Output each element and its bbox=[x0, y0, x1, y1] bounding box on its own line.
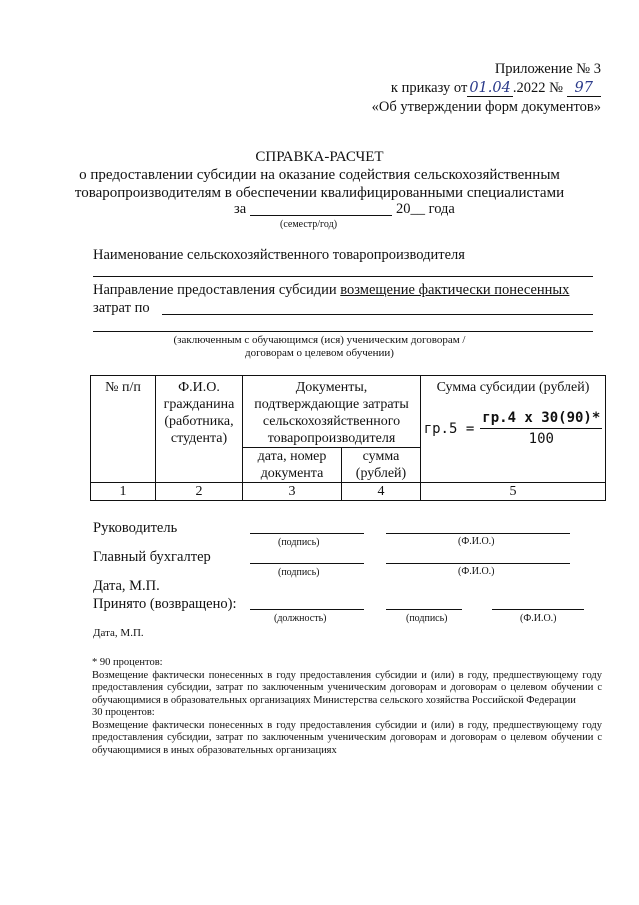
producer-label: Наименование сельскохозяйственного товаропроизводителя bbox=[93, 247, 465, 263]
accepted-sign-hint: (подпись) bbox=[406, 613, 448, 624]
header-block bbox=[372, 60, 601, 117]
accepted-fio-line[interactable] bbox=[492, 609, 584, 610]
formula-denominator: 100 bbox=[528, 431, 554, 447]
accountant-label: Главный бухгалтер bbox=[93, 549, 211, 565]
document-subtitle-1: о предоставлении субсидии на оказание содействия сельскохозяйственным bbox=[79, 167, 560, 183]
appendix-label: Приложение № 3 bbox=[494, 61, 601, 77]
footnote-90-label: * 90 процентов: bbox=[92, 657, 163, 668]
order-date-handwritten: 01.04 bbox=[469, 80, 511, 96]
formula-numerator: гр.4 х 30(90)* bbox=[480, 410, 602, 429]
direction-line-2[interactable] bbox=[93, 331, 593, 332]
document-title: СПРАВКА-РАСЧЕТ bbox=[255, 149, 384, 165]
header-docs: Документы, подтверждающие затраты сельскохозяйственного товаропроизводителя bbox=[243, 376, 421, 448]
accepted-fio-hint: (Ф.И.О.) bbox=[520, 613, 557, 624]
order-line: к приказу от 01.04 .2022 № 97 bbox=[372, 79, 601, 98]
date-mp-label: Дата, М.П. bbox=[93, 578, 160, 594]
period-line[interactable] bbox=[250, 215, 392, 216]
footnote bbox=[92, 657, 602, 757]
head-sign-line[interactable] bbox=[250, 533, 364, 534]
footnote-30-text: Возмещение фактически понесенных в году предоставления субсидии и (или) в году, предшествующему году предоставления субсидии, затрат по заключенным ученическим договорам и договорам о целевом обучении с обучающимися в иных образовательных организациях bbox=[92, 719, 602, 756]
accepted-sign-line[interactable] bbox=[386, 609, 462, 610]
subsidy-label: Сумма субсидии (рублей) bbox=[436, 380, 590, 395]
direction-hint-1: (заключенным с обучающимся (ися) ученическим договорам / bbox=[173, 334, 466, 346]
subsidy-formula: гр.5 = $\frac{гр.4 х 30(90)*}{100}$ bbox=[423, 410, 601, 447]
producer-line[interactable] bbox=[93, 276, 593, 277]
head-sign-hint: (подпись) bbox=[278, 537, 320, 548]
direction-cont: затрат по bbox=[93, 300, 150, 316]
footnote-90-text: Возмещение фактически понесенных в году предоставления субсидии и (или) в году, предшествующему году предоставления субсидии, затрат по заключенным ученическим договорам и договорам о целевом обучении с обучающимися в образовательных организациях Министерства сельского хозяйства Российской Федерации bbox=[92, 669, 602, 706]
col-number-1: 1 bbox=[91, 483, 156, 501]
period-prefix: за bbox=[234, 201, 247, 217]
order-number-handwritten: 97 bbox=[567, 80, 601, 97]
header-docs-date: дата, номер документа bbox=[243, 448, 342, 483]
document-subtitle-2: товаропроизводителям в обеспечении квалифицированными специалистами bbox=[74, 185, 565, 201]
period-hint: (семестр/год) bbox=[280, 219, 338, 230]
direction-row: Направление предоставления субсидии возмещение фактически понесенных bbox=[93, 282, 570, 298]
footnote-30-label: 30 процентов: bbox=[92, 707, 155, 718]
header-fio: Ф.И.О. гражданина (работника, студента) bbox=[156, 376, 243, 483]
col-number-3: 3 bbox=[243, 483, 342, 501]
period-year: 20__ года bbox=[396, 201, 455, 217]
accepted-position-hint: (должность) bbox=[274, 613, 327, 624]
col-number-5: 5 bbox=[421, 483, 606, 501]
accountant-sign-line[interactable] bbox=[250, 563, 364, 564]
direction-line-1[interactable] bbox=[162, 314, 593, 315]
header-docs-sum: сумма (рублей) bbox=[342, 448, 421, 483]
col-number-2: 2 bbox=[156, 483, 243, 501]
col-number-4: 4 bbox=[342, 483, 421, 501]
direction-value: возмещение фактически понесенных bbox=[340, 282, 570, 298]
subsidy-table bbox=[90, 375, 606, 501]
date-mp-small: Дата, М.П. bbox=[93, 627, 144, 639]
head-label: Руководитель bbox=[93, 520, 178, 536]
accountant-sign-hint: (подпись) bbox=[278, 567, 320, 578]
head-fio-hint: (Ф.И.О.) bbox=[458, 536, 495, 547]
accountant-fio-line[interactable] bbox=[386, 563, 570, 564]
direction-hint-2: договорам о целевом обучении) bbox=[245, 347, 394, 359]
header-num: № п/п bbox=[91, 376, 156, 483]
header-subsidy bbox=[421, 376, 606, 483]
accepted-position-line[interactable] bbox=[250, 609, 364, 610]
head-fio-line[interactable] bbox=[386, 533, 570, 534]
accepted-label: Принято (возвращено): bbox=[93, 596, 237, 612]
order-title: «Об утверждении форм документов» bbox=[371, 99, 601, 115]
accountant-fio-hint: (Ф.И.О.) bbox=[458, 566, 495, 577]
